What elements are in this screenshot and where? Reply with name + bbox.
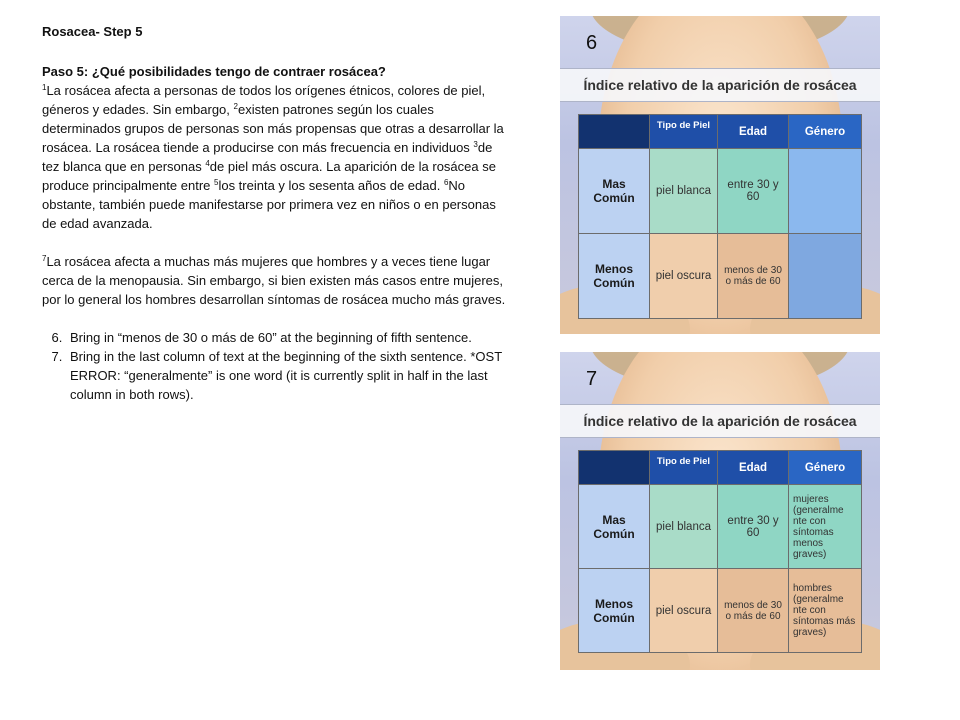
ref-7: 7 <box>42 254 47 263</box>
table-row <box>579 149 862 234</box>
step-6: 6. Bring in “menos de 30 o más de 60” at the beginning of fifth sentence. <box>66 328 512 347</box>
age-cell: entre 30 y 60 <box>718 485 789 569</box>
ref-1: 1 <box>42 83 47 92</box>
skin-cell: piel oscura <box>650 234 718 319</box>
slide-heading: Índice relativo de la aparición de rosácea <box>560 68 880 102</box>
document-text <box>42 22 512 404</box>
slide-6-image <box>560 16 880 334</box>
rosacea-table <box>578 114 862 319</box>
age-cell: menos de 30 o más de 60 <box>718 234 789 319</box>
gender-cell <box>789 234 862 319</box>
age-cell: entre 30 y 60 <box>718 149 789 234</box>
ref-4: 4 <box>205 159 210 168</box>
row-label: Menos Común <box>579 569 650 653</box>
corner-cell <box>579 451 650 485</box>
header-age: Edad <box>718 115 789 149</box>
slide-number: 7 <box>586 368 598 390</box>
sentence-3: de tez blanca que en personas <box>42 140 493 174</box>
skin-cell: piel blanca <box>650 149 718 234</box>
ref-2: 2 <box>233 102 238 111</box>
table-header-row <box>579 451 862 485</box>
slide-heading: Índice relativo de la aparición de rosácea <box>560 404 880 438</box>
row-label: Mas Común <box>579 485 650 569</box>
table-header-row <box>579 115 862 149</box>
header-gender: Género <box>789 115 862 149</box>
skin-cell: piel blanca <box>650 485 718 569</box>
header-gender: Género <box>789 451 862 485</box>
rosacea-table <box>578 450 862 653</box>
sentence-4: de piel más oscura. La aparición de la rosácea se produce principalmente entre <box>42 159 496 193</box>
corner-cell <box>579 115 650 149</box>
gender-cell <box>789 149 862 234</box>
sentence-6: No obstante, también puede manifestarse por primera vez en niños o en personas de edad avanzada. <box>42 178 496 231</box>
sentence-5: los treinta y los sesenta años de edad. <box>218 178 444 193</box>
question-heading: Paso 5: ¿Qué posibilidades tengo de contraer rosácea? <box>42 64 386 79</box>
sentence-1: La rosácea afecta a personas de todos los orígenes étnicos, colores de piel, géneros y edades. Sin embargo, <box>42 83 486 117</box>
row-label: Menos Común <box>579 234 650 319</box>
ref-5: 5 <box>214 178 219 187</box>
table-row <box>579 485 862 569</box>
header-skin: Tipo de Piel <box>650 115 718 149</box>
doc-title: Rosacea- Step 5 <box>42 24 143 39</box>
skin-cell: piel oscura <box>650 569 718 653</box>
step-7: 7. Bring in the last column of text at the beginning of the sixth sentence. *OST ERROR: “generalmente” is one word (it is currently split in half in the last column in both rows). <box>66 347 512 404</box>
age-cell: menos de 30 o más de 60 <box>718 569 789 653</box>
gender-cell: mujeres (generalme nte con síntomas menos graves) <box>789 485 862 569</box>
header-skin: Tipo de Piel <box>650 451 718 485</box>
row-label: Mas Común <box>579 149 650 234</box>
header-age: Edad <box>718 451 789 485</box>
gender-cell: hombres (generalme nte con síntomas más graves) <box>789 569 862 653</box>
step-list <box>42 328 512 404</box>
slide-number: 6 <box>586 32 598 54</box>
sentence-2: existen patrones según los cuales determinados grupos de personas son más propensas que otras a desarrollar la rosácea. La rosácea tiende a producirse con más frecuencia en individuos <box>42 102 504 155</box>
paragraph-2 <box>42 252 512 309</box>
sentence-7: La rosácea afecta a muchas más mujeres que hombres y a veces tiene lugar cerca de la menopausia. Sin embargo, si bien existen más casos entre mujeres, por lo general los hombres desarrollan síntomas de rosácea mucho más graves. <box>42 254 506 307</box>
slide-7-image <box>560 352 880 670</box>
ref-3: 3 <box>473 140 478 149</box>
paragraph-1 <box>42 81 512 233</box>
table-row <box>579 569 862 653</box>
table-row <box>579 234 862 319</box>
ref-6: 6 <box>443 178 449 187</box>
